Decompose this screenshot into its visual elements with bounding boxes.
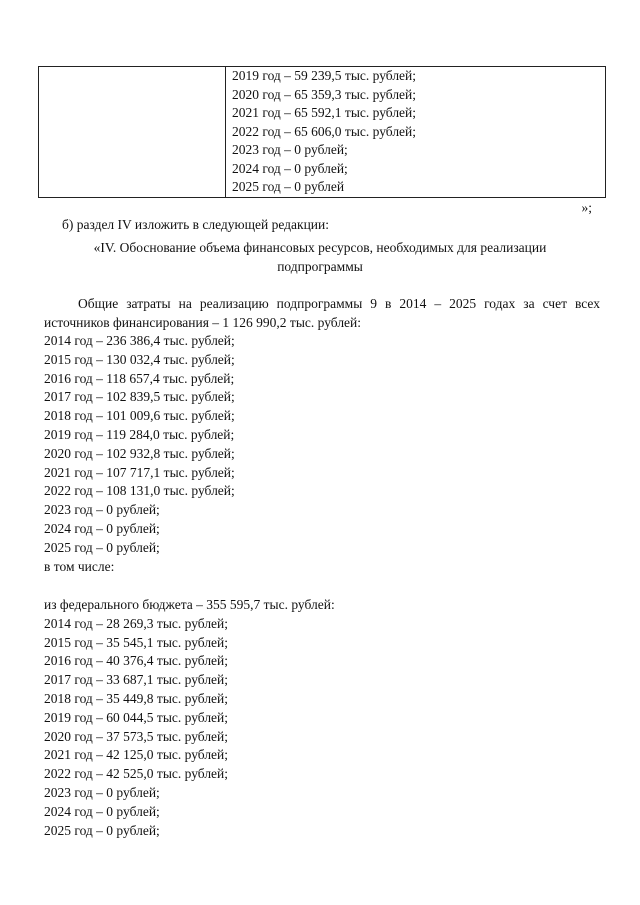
table-row: 2025 год – 0 рублей xyxy=(232,179,345,194)
list-item: 2022 год – 42 525,0 тыс. рублей; xyxy=(44,766,229,782)
list-item: 2016 год – 40 376,4 тыс. рублей; xyxy=(44,653,229,669)
table-left-cell xyxy=(39,67,226,197)
table-row: 2024 год – 0 рублей; xyxy=(232,160,348,176)
paragraph-line-2: источников финансирования – 1 126 990,2 тыс. рублей: xyxy=(44,315,362,330)
table-row: 2023 год – 0 рублей; xyxy=(232,142,348,157)
list-item: 2014 год – 236 386,4 тыс. рублей; xyxy=(44,333,235,348)
list-item: 2025 год – 0 рублей; xyxy=(44,822,160,838)
heading-line-2: подпрограммы xyxy=(277,259,363,274)
closing-quote: »; xyxy=(581,200,592,215)
list-item: 2014 год – 28 269,3 тыс. рублей; xyxy=(44,615,229,631)
federal-budget-list xyxy=(44,596,335,840)
funding-table xyxy=(38,66,606,198)
list-item: 2023 год – 0 рублей; xyxy=(44,502,160,518)
list-item: в том числе: xyxy=(44,558,115,574)
table-right-cell xyxy=(226,67,605,197)
table-row: 2019 год – 59 239,5 тыс. рублей; xyxy=(232,68,417,83)
total-costs-paragraph xyxy=(44,294,600,332)
heading-line-1: «IV. Обоснование объема финансовых ресурсов, необходимых для реализации xyxy=(93,240,547,255)
list-item: 2022 год – 108 131,0 тыс. рублей; xyxy=(44,483,235,499)
list-item: 2019 год – 119 284,0 тыс. рублей; xyxy=(44,426,235,442)
list-item: 2017 год – 33 687,1 тыс. рублей; xyxy=(44,672,229,688)
section-heading xyxy=(60,238,580,276)
list-item: 2016 год – 118 657,4 тыс. рублей; xyxy=(44,370,235,386)
paragraph-line-1: Общие затраты на реализацию подпрограммы 9 в 2014 – 2025 годах за счет всех xyxy=(78,296,600,311)
list-item: 2021 год – 107 717,1 тыс. рублей; xyxy=(44,464,235,480)
table-row: 2020 год – 65 359,3 тыс. рублей; xyxy=(232,86,417,102)
list-item: 2023 год – 0 рублей; xyxy=(44,784,160,800)
federal-intro: из федерального бюджета – 355 595,7 тыс. рублей: xyxy=(44,597,335,612)
list-item: 2021 год – 42 125,0 тыс. рублей; xyxy=(44,747,229,763)
list-item: 2020 год – 37 573,5 тыс. рублей; xyxy=(44,728,229,744)
table-row: 2021 год – 65 592,1 тыс. рублей; xyxy=(232,105,417,120)
list-item: 2024 год – 0 рублей; xyxy=(44,803,160,819)
list-item: 2025 год – 0 рублей; xyxy=(44,539,160,555)
total-by-year-list xyxy=(44,332,235,576)
table-row: 2022 год – 65 606,0 тыс. рублей; xyxy=(232,123,417,139)
list-item: 2018 год – 35 449,8 тыс. рублей; xyxy=(44,690,229,706)
list-item: 2017 год – 102 839,5 тыс. рублей; xyxy=(44,389,235,405)
list-item: 2015 год – 130 032,4 тыс. рублей; xyxy=(44,351,235,367)
list-item: 2015 год – 35 545,1 тыс. рублей; xyxy=(44,634,229,650)
list-item: 2019 год – 60 044,5 тыс. рублей; xyxy=(44,709,229,725)
amendment-item-b: б) раздел IV изложить в следующей редакции: xyxy=(62,217,330,232)
list-item: 2018 год – 101 009,6 тыс. рублей; xyxy=(44,408,235,424)
list-item: 2020 год – 102 932,8 тыс. рублей; xyxy=(44,445,235,461)
list-item: 2024 год – 0 рублей; xyxy=(44,520,160,536)
